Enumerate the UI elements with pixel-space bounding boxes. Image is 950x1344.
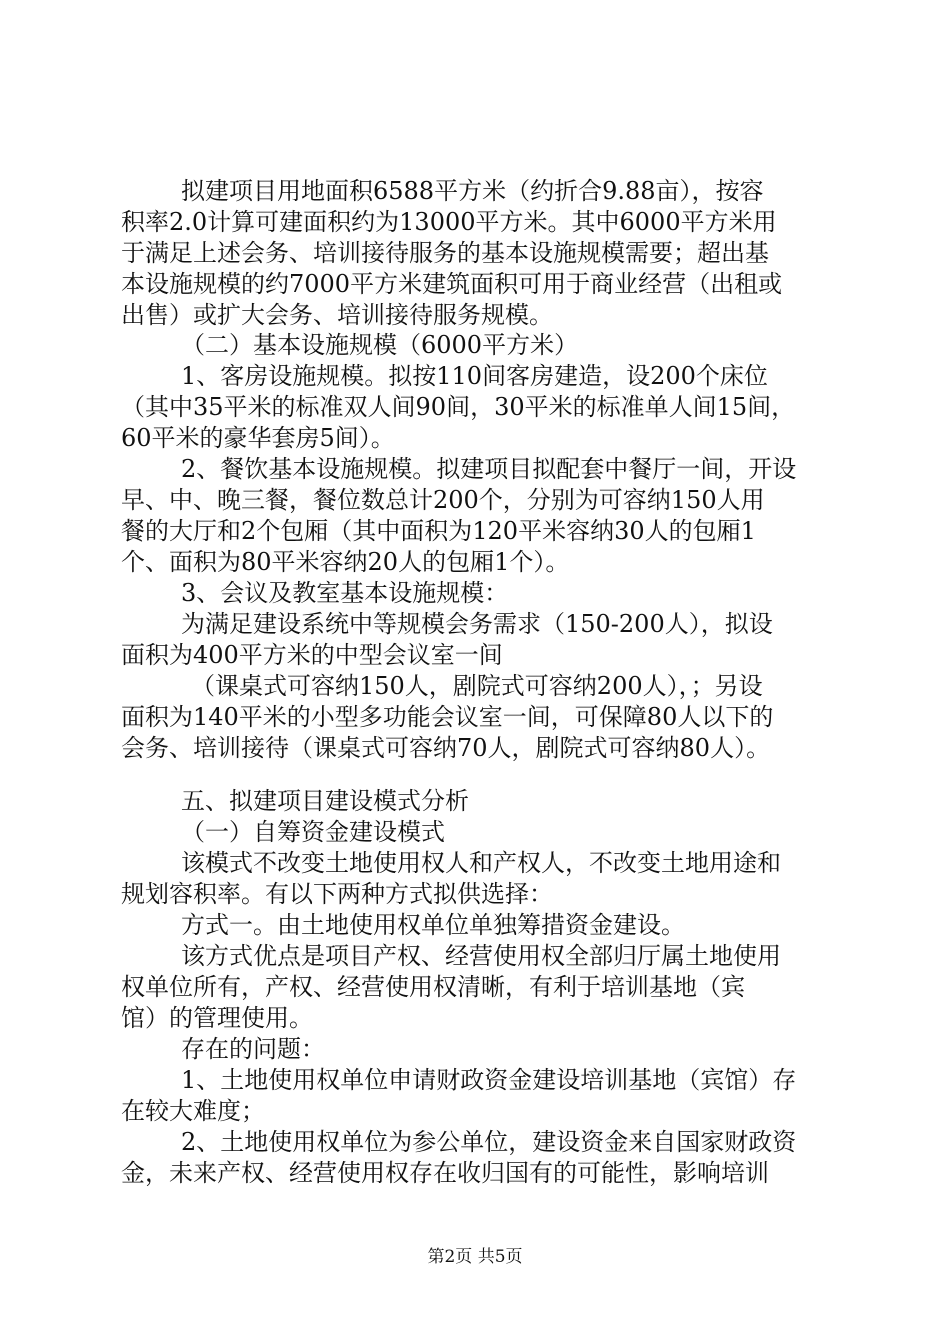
paragraph-line: 早、中、晚三餐，餐位数总计200个，分别为可容纳150人用 bbox=[121, 486, 765, 514]
paragraph-line: 本设施规模的约7000平方米建筑面积可用于商业经营（出租或 bbox=[121, 270, 783, 298]
paragraph-line: 拟建项目用地面积6588平方米（约折合9.88亩），按容 bbox=[181, 177, 764, 205]
paragraph-line: 该模式不改变土地使用权人和产权人，不改变土地用途和 bbox=[181, 849, 781, 877]
paragraph-line: 1、土地使用权单位申请财政资金建设培训基地（宾馆）存 bbox=[181, 1066, 797, 1094]
paragraph-line: 权单位所有，产权、经营使用权清晰，有利于培训基地（宾 bbox=[121, 973, 745, 1001]
paragraph-line: 规划容积率。有以下两种方式拟供选择： bbox=[121, 880, 553, 908]
paragraph-line: 馆）的管理使用。 bbox=[121, 1004, 313, 1032]
section-heading: （一）自筹资金建设模式 bbox=[181, 818, 445, 846]
paragraph-line: 2、土地使用权单位为参公单位，建设资金来自国家财政资 bbox=[181, 1128, 797, 1156]
paragraph-line: 60平米的豪华套房5间）。 bbox=[121, 424, 395, 452]
paragraph-line: 2、餐饮基本设施规模。拟建项目拟配套中餐厅一间，开设 bbox=[181, 455, 797, 483]
paragraph-line: （课桌式可容纳150人，剧院式可容纳200人），；另设 bbox=[191, 672, 763, 700]
section-heading: 五、拟建项目建设模式分析 bbox=[181, 787, 469, 815]
paragraph-line: 该方式优点是项目产权、经营使用权全部归厅属土地使用 bbox=[181, 942, 781, 970]
section-heading: （二）基本设施规模（6000平方米） bbox=[181, 331, 579, 359]
paragraph-line: 方式一。由土地使用权单位单独筹措资金建设。 bbox=[181, 911, 685, 939]
paragraph-line: 餐的大厅和2个包厢（其中面积为120平米容纳30人的包厢1 bbox=[121, 517, 756, 545]
paragraph-line: 3、会议及教室基本设施规模： bbox=[181, 579, 509, 607]
paragraph-line: （其中35平米的标准双人间90间，30平米的标准单人间15间， bbox=[121, 393, 796, 421]
paragraph-line: 个、面积为80平米容纳20人的包厢1个）。 bbox=[121, 548, 570, 576]
paragraph-line: 面积为400平方米的中型会议室一间 bbox=[121, 641, 503, 669]
paragraph-line: 存在的问题： bbox=[181, 1035, 325, 1063]
paragraph-line: 于满足上述会务、培训接待服务的基本设施规模需要；超出基 bbox=[121, 239, 769, 267]
paragraph-line: 1、客房设施规模。拟按110间客房建造，设200个床位 bbox=[181, 362, 768, 390]
paragraph-line: 为满足建设系统中等规模会务需求（150-200人），拟设 bbox=[181, 610, 773, 638]
paragraph-line: 会务、培训接待（课桌式可容纳70人，剧院式可容纳80人）。 bbox=[121, 734, 771, 762]
page-number-footer: 第2页 共5页 bbox=[427, 1247, 523, 1267]
paragraph-line: 在较大难度； bbox=[121, 1097, 265, 1125]
paragraph-line: 积率2.0计算可建面积约为13000平方米。其中6000平方米用 bbox=[121, 208, 777, 236]
paragraph-line: 金，未来产权、经营使用权存在收归国有的可能性，影响培训 bbox=[121, 1159, 769, 1187]
paragraph-line: 面积为140平米的小型多功能会议室一间，可保障80人以下的 bbox=[121, 703, 774, 731]
paragraph-line: 出售）或扩大会务、培训接待服务规模。 bbox=[121, 301, 553, 329]
